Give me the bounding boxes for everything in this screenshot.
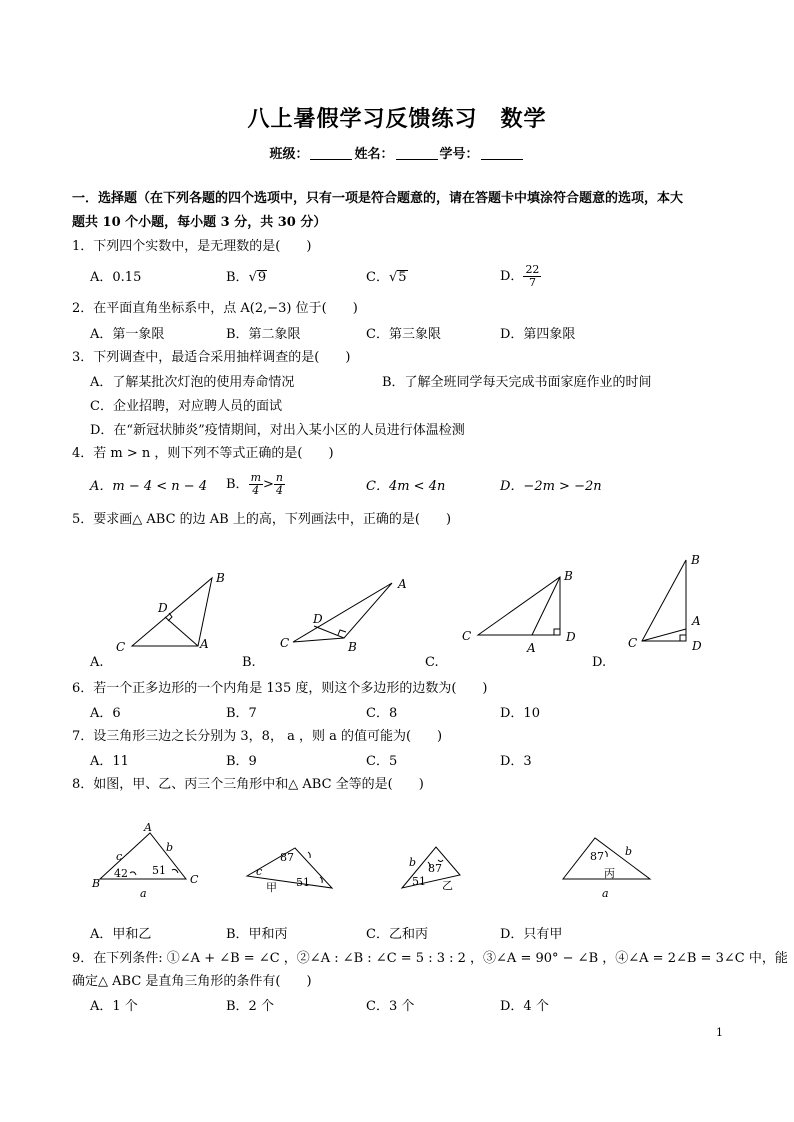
q1-option-b-prefix: B． bbox=[226, 270, 249, 285]
section-heading-cont: 题共 10 个小题，每小题 3 分，共 30 分） bbox=[72, 215, 327, 230]
page-title: 八上暑假学习反馈练习 数学 bbox=[247, 106, 547, 132]
q6-option-c[interactable]: C．8 bbox=[366, 706, 398, 721]
q8-option-d[interactable]: D．只有甲 bbox=[500, 927, 563, 942]
angle-label: 51 bbox=[296, 876, 310, 889]
angle-label: 51 bbox=[152, 864, 166, 877]
angle-label: 87 bbox=[428, 862, 442, 875]
student-info bbox=[0, 143, 794, 162]
q5-label: B bbox=[216, 571, 225, 585]
q5-fig-a-triangle bbox=[132, 578, 212, 646]
q8-option-a[interactable]: A．甲和乙 bbox=[90, 927, 152, 942]
fraction: $\frac{22}{7}$ bbox=[525, 263, 540, 289]
question-6-stem: 6．若一个正多边形的一个内角是 135 度，则这个多边形的边数为( ) bbox=[72, 681, 488, 696]
q4-option-a[interactable]: A．m − 4 < n − 4 bbox=[90, 479, 208, 494]
q3-option-c[interactable]: C．企业招聘，对应聘人员的面试 bbox=[90, 399, 282, 414]
sqrt-sign: √ bbox=[248, 270, 257, 285]
q5-label: D bbox=[566, 630, 576, 644]
q6-option-d[interactable]: D．10 bbox=[500, 706, 540, 721]
q4-option-c[interactable]: C．4m < 4n bbox=[366, 479, 446, 494]
q5-option-c[interactable]: C. bbox=[425, 655, 439, 670]
svg-text:A: A bbox=[144, 821, 152, 834]
q3-option-b[interactable]: B．了解全班同学每天完成书面家庭作业的时间 bbox=[382, 375, 652, 390]
side-label: b bbox=[625, 845, 633, 858]
q9-option-a[interactable]: A．1 个 bbox=[90, 999, 138, 1014]
side-label: c bbox=[256, 865, 263, 878]
question-9-stem: 9．在下列条件: ①∠A + ∠B = ∠C ，②∠A : ∠B : ∠C = 5 : 3 : 2 ，③∠A = 90° − ∠B ，④∠A = 2∠B = 3∠C 中，能 bbox=[72, 951, 788, 966]
q5-fig-c-triangle bbox=[478, 577, 560, 635]
q5-label: C bbox=[280, 636, 290, 650]
q3-option-a[interactable]: A．了解某批次灯泡的使用寿命情况 bbox=[90, 375, 295, 390]
q5-label: A bbox=[527, 641, 536, 655]
class-field[interactable] bbox=[310, 147, 352, 160]
page-number: 1 bbox=[716, 1026, 723, 1039]
question-2-stem: 2．在平面直角坐标系中，点 A(2,−3) 位于( ) bbox=[72, 301, 358, 316]
angle-label: 42 bbox=[114, 867, 128, 880]
svg-text:B: B bbox=[92, 877, 101, 890]
q9-option-c[interactable]: C．3 个 bbox=[366, 999, 415, 1014]
triangle-name-label: 乙 bbox=[442, 879, 453, 892]
q7-option-d[interactable]: D．3 bbox=[500, 754, 532, 769]
question-7-stem: 7．设三角形三边之长分别为 3，8， a ，则 a 的值可能为( ) bbox=[72, 729, 443, 744]
radicand: 5 bbox=[398, 270, 407, 285]
q3-option-d[interactable]: D．在“新冠状肺炎”疫情期间，对出入某小区的人员进行体温检测 bbox=[90, 423, 465, 438]
question-8-stem: 8．如图，甲、乙、丙三个三角形中和△ ABC 全等的是( ) bbox=[72, 777, 424, 792]
fraction: $\frac{n}{4}$ bbox=[275, 471, 283, 497]
side-label: a bbox=[602, 887, 609, 900]
gt-sign: > bbox=[263, 477, 274, 492]
svg-text:C: C bbox=[190, 873, 199, 886]
q7-option-a[interactable]: A．11 bbox=[90, 754, 129, 769]
q5-label: A bbox=[692, 614, 701, 628]
q5-label: C bbox=[628, 636, 638, 650]
q1-option-c-prefix: C． bbox=[366, 270, 389, 285]
q4-option-b[interactable] bbox=[226, 472, 285, 497]
abc-triangle bbox=[100, 833, 186, 879]
q5-figures bbox=[80, 550, 720, 670]
q5-label: B bbox=[691, 553, 700, 567]
q5-option-a[interactable]: A. bbox=[90, 655, 104, 670]
angle-label: 51 bbox=[412, 875, 426, 888]
q9-option-d[interactable]: D．4 个 bbox=[500, 999, 549, 1014]
q8-option-b[interactable]: B．甲和丙 bbox=[226, 927, 288, 942]
q6-option-a[interactable]: A．6 bbox=[90, 706, 121, 721]
q5-option-b[interactable]: B. bbox=[242, 655, 256, 670]
q5-label: A bbox=[200, 637, 209, 651]
q4-option-d[interactable]: D．−2m > −2n bbox=[500, 479, 602, 494]
name-label: 姓名： bbox=[354, 147, 394, 162]
q5-fig-b-triangle bbox=[293, 583, 392, 642]
id-label: 学号： bbox=[439, 147, 479, 162]
q9-option-b[interactable]: B．2 个 bbox=[226, 999, 274, 1014]
side-b-label: b bbox=[166, 841, 174, 854]
q1-option-d[interactable] bbox=[500, 264, 541, 289]
angle-label: 87 bbox=[280, 851, 294, 864]
q7-option-c[interactable]: C．5 bbox=[366, 754, 398, 769]
angle-label: 87 bbox=[590, 850, 604, 863]
question-3-stem: 3．下列调查中，最适合采用抽样调查的是( ) bbox=[72, 350, 351, 365]
q8-figures bbox=[80, 815, 680, 910]
q4-option-b-prefix: B． bbox=[226, 477, 249, 492]
sqrt-sign: √ bbox=[388, 270, 398, 285]
q5-label: D bbox=[158, 601, 168, 615]
q6-option-b[interactable]: B．7 bbox=[226, 706, 257, 721]
question-9-stem-cont: 确定△ ABC 是直角三角形的条件有( ) bbox=[72, 974, 312, 989]
q2-option-b[interactable]: B．第二象限 bbox=[226, 327, 301, 342]
side-label: b bbox=[409, 856, 417, 869]
q2-option-c[interactable]: C．第三象限 bbox=[366, 327, 441, 342]
question-5-stem: 5．要求画△ ABC 的边 AB 上的高，下列画法中，正确的是( ) bbox=[72, 512, 452, 527]
q5-label: D bbox=[313, 612, 323, 626]
q2-option-d[interactable]: D．第四象限 bbox=[500, 327, 576, 342]
question-4-stem: 4．若 m > n ，则下列不等式正确的是( ) bbox=[72, 446, 334, 461]
fraction: $\frac{m}{4}$ bbox=[250, 471, 261, 497]
id-field[interactable] bbox=[481, 147, 523, 160]
q5-fig-d-triangle bbox=[642, 560, 686, 641]
class-label: 班级： bbox=[269, 147, 309, 162]
q5-label: B bbox=[564, 569, 573, 583]
side-c-label: c bbox=[116, 850, 123, 863]
q5-label: D bbox=[692, 639, 702, 653]
q1-option-c[interactable] bbox=[366, 269, 408, 287]
q1-option-a[interactable]: A．0.15 bbox=[90, 270, 142, 285]
q1-option-b[interactable] bbox=[226, 269, 267, 287]
triangle-name-label: 丙 bbox=[604, 867, 615, 880]
q5-label: C bbox=[116, 640, 126, 654]
q5-label: C bbox=[462, 629, 472, 643]
question-1-stem: 1．下列四个实数中，是无理数的是( ) bbox=[72, 239, 312, 254]
section-heading: 一．选择题（在下列各题的四个选项中，只有一项是符合题意的，请在答题卡中填涂符合题意的选项，本大 bbox=[72, 191, 684, 206]
q8-option-c[interactable]: C．乙和丙 bbox=[366, 927, 428, 942]
q5-label: A bbox=[398, 577, 407, 591]
q2-option-a[interactable]: A．第一象限 bbox=[90, 327, 165, 342]
side-a-label: a bbox=[140, 887, 147, 900]
q1-option-d-prefix: D． bbox=[500, 269, 524, 284]
q5-label: B bbox=[348, 640, 357, 654]
radicand: 9 bbox=[257, 270, 267, 285]
triangle-name-label: 甲 bbox=[266, 881, 277, 894]
q7-option-b[interactable]: B．9 bbox=[226, 754, 257, 769]
name-field[interactable] bbox=[396, 147, 438, 160]
q5-option-d[interactable]: D. bbox=[592, 655, 607, 670]
